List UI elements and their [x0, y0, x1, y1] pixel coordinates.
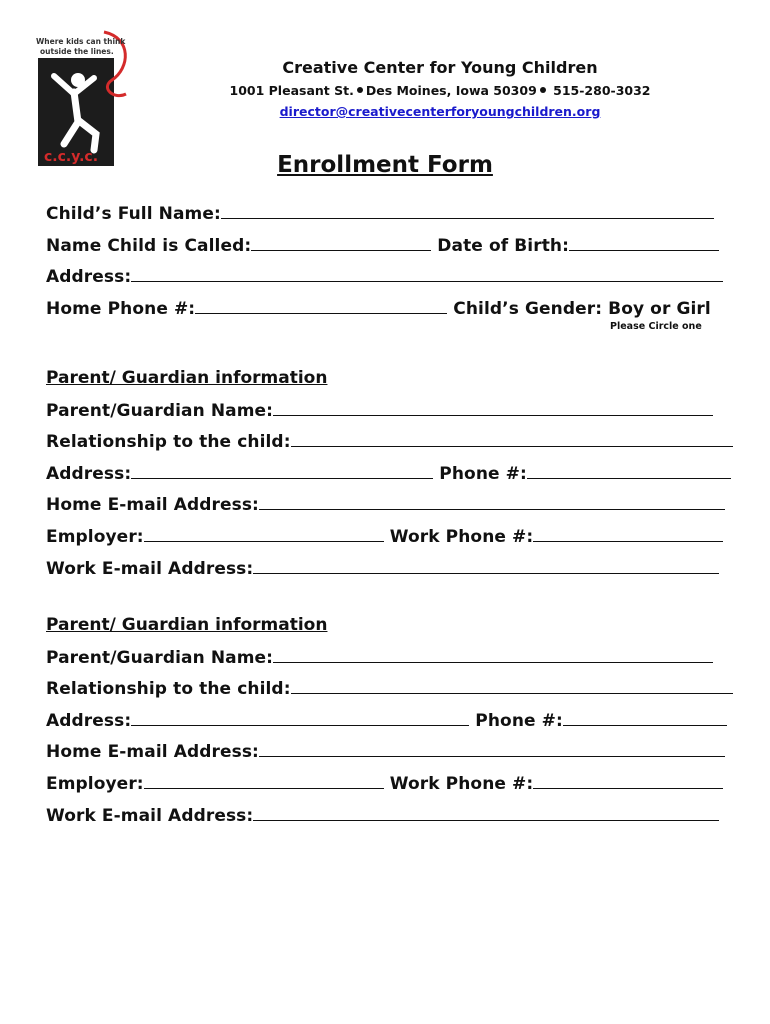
org-address-line	[170, 83, 710, 98]
org-email-link[interactable]: director@creativecenterforyoungchildren.org	[279, 104, 601, 119]
guardian1-phone-field[interactable]	[527, 462, 731, 479]
child-called-label: Name Child is Called:	[46, 236, 252, 256]
svg-text:outside the lines.: outside the lines.	[40, 47, 114, 56]
dob-label: Date of Birth:	[437, 236, 570, 256]
guardian1-home-email-row	[46, 493, 725, 515]
guardian2-relationship-row	[46, 677, 733, 699]
org-phone: 515-280-3032	[553, 83, 651, 98]
guardian1-home-email-label: Home E-mail Address:	[46, 495, 259, 515]
guardian2-employer-row	[46, 772, 723, 794]
org-name: Creative Center for Young Children	[282, 58, 598, 77]
guardian1-work-email-label: Work E-mail Address:	[46, 559, 254, 579]
guardian2-work-phone-label: Work Phone #:	[389, 774, 534, 794]
guardian1-employer-row	[46, 525, 723, 547]
guardian1-phone-label: Phone #:	[439, 464, 527, 484]
child-address-field[interactable]	[131, 265, 723, 282]
dob-field[interactable]	[569, 234, 719, 251]
bullet-icon	[357, 87, 363, 93]
guardian1-address-field[interactable]	[131, 462, 433, 479]
child-full-name-label: Child’s Full Name:	[46, 204, 221, 224]
guardian1-address-phone-row	[46, 462, 731, 484]
guardian2-employer-label: Employer:	[46, 774, 144, 794]
guardian2-home-email-label: Home E-mail Address:	[46, 742, 259, 762]
guardian2-phone-field[interactable]	[563, 709, 727, 726]
svg-text:Where kids can think: Where kids can think	[36, 37, 126, 46]
guardian1-name-field[interactable]	[273, 399, 713, 416]
guardian1-relationship-row	[46, 430, 733, 452]
gender-note: Please Circle one	[610, 321, 702, 332]
guardian2-work-email-row	[46, 804, 719, 826]
guardian1-relationship-field[interactable]	[291, 430, 733, 447]
guardian1-work-email-row	[46, 557, 719, 579]
guardian2-relationship-field[interactable]	[291, 677, 733, 694]
guardian1-employer-label: Employer:	[46, 527, 144, 547]
logo-graphic	[34, 28, 134, 168]
home-phone-field[interactable]	[195, 297, 447, 314]
guardian2-work-email-field[interactable]	[253, 804, 719, 821]
guardian2-address-phone-row	[46, 709, 727, 731]
ccyc-logo	[34, 28, 134, 168]
home-phone-label: Home Phone #:	[46, 299, 196, 319]
guardian2-work-phone-field[interactable]	[533, 772, 723, 789]
guardian2-relationship-label: Relationship to the child:	[46, 679, 291, 699]
child-address-row	[46, 265, 723, 287]
guardian1-employer-field[interactable]	[144, 525, 384, 542]
guardian2-home-email-field[interactable]	[259, 740, 725, 757]
guardian2-work-email-label: Work E-mail Address:	[46, 806, 254, 826]
logo-initials: c.c.y.c.	[44, 149, 99, 165]
guardian1-section-title: Parent/ Guardian information	[46, 368, 328, 388]
form-title: Enrollment Form	[277, 152, 493, 178]
guardian2-employer-field[interactable]	[144, 772, 384, 789]
guardian2-section-title: Parent/ Guardian information	[46, 615, 328, 635]
guardian1-name-label: Parent/Guardian Name:	[46, 401, 274, 421]
home-phone-gender-row	[46, 297, 711, 319]
child-full-name-row	[46, 202, 714, 224]
bullet-icon	[540, 87, 546, 93]
org-street: 1001 Pleasant St.	[229, 83, 354, 98]
guardian1-relationship-label: Relationship to the child:	[46, 432, 291, 452]
guardian2-name-row	[46, 646, 713, 668]
guardian2-name-label: Parent/Guardian Name:	[46, 648, 274, 668]
child-called-field[interactable]	[251, 234, 431, 251]
guardian2-phone-label: Phone #:	[475, 711, 563, 731]
guardian2-address-field[interactable]	[131, 709, 469, 726]
guardian1-work-phone-field[interactable]	[533, 525, 723, 542]
child-called-dob-row	[46, 234, 719, 256]
gender-label[interactable]: Child’s Gender: Boy or Girl	[453, 299, 711, 319]
guardian2-home-email-row	[46, 740, 725, 762]
guardian2-name-field[interactable]	[273, 646, 713, 663]
guardian1-home-email-field[interactable]	[259, 493, 725, 510]
child-full-name-field[interactable]	[221, 202, 714, 219]
org-city: Des Moines, Iowa 50309	[365, 83, 537, 98]
guardian1-address-label: Address:	[46, 464, 132, 484]
guardian2-address-label: Address:	[46, 711, 132, 731]
guardian1-work-phone-label: Work Phone #:	[389, 527, 534, 547]
child-address-label: Address:	[46, 267, 132, 287]
guardian1-name-row	[46, 399, 713, 421]
guardian1-work-email-field[interactable]	[253, 557, 719, 574]
